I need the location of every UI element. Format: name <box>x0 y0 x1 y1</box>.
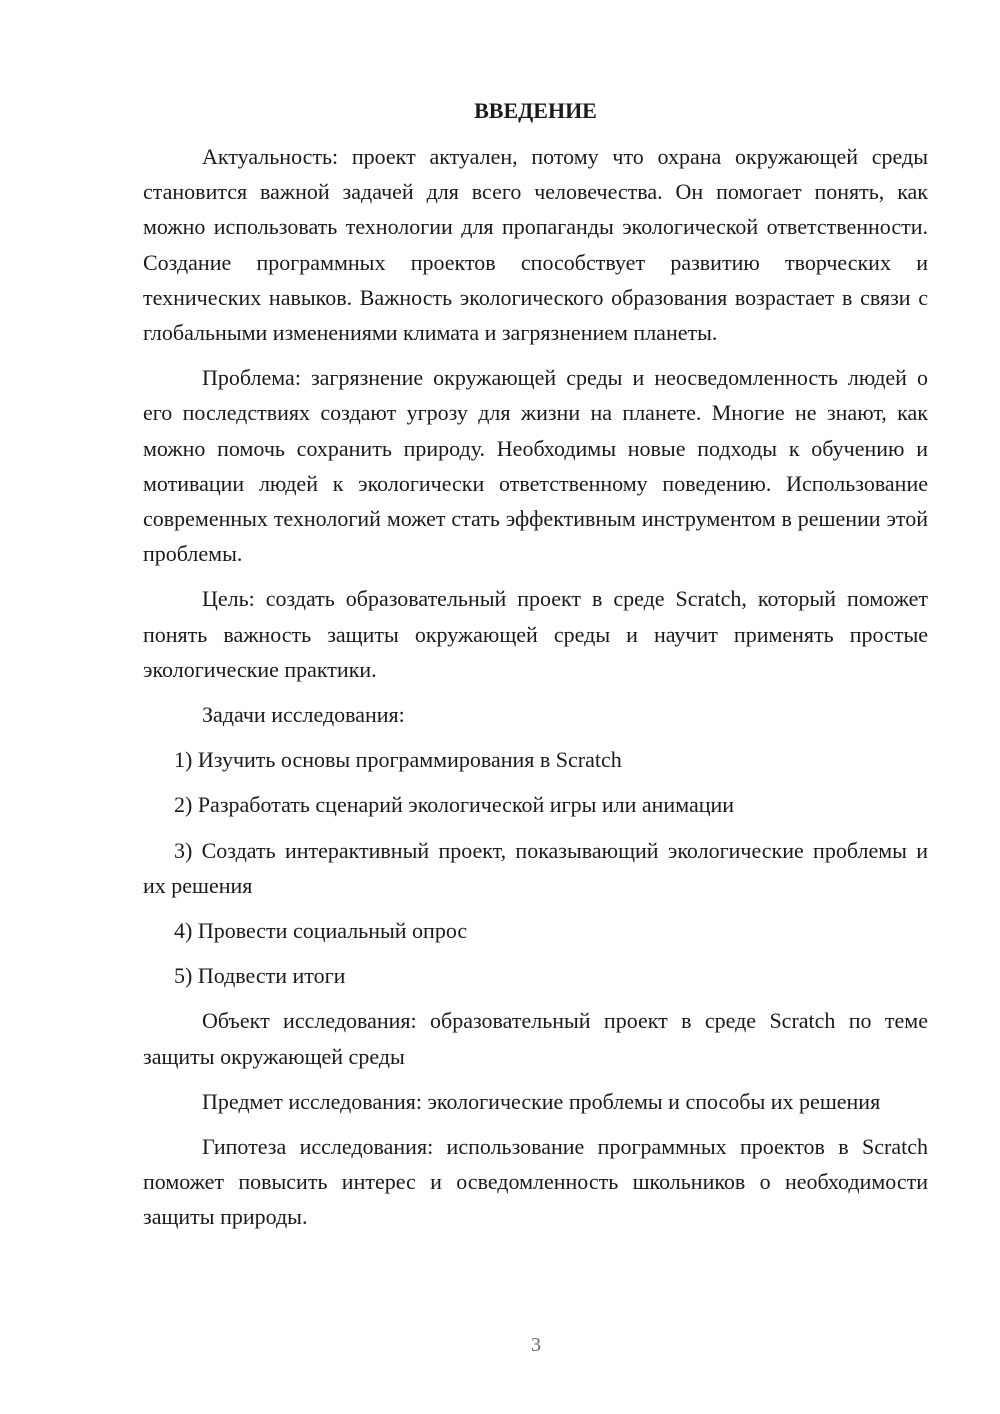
task-item-5: 5) Подвести итоги <box>174 963 346 989</box>
page-title: ВВЕДЕНИЕ <box>474 98 597 123</box>
task-item-2: 2) Разработать сценарий экологической игры или анимации <box>174 792 735 818</box>
paragraph-subject: Предмет исследования: экологические проблемы и способы их решения <box>202 1088 881 1114</box>
task-item-3: 3) Создать интерактивный проект, показывающий экологические проблемы и их решения <box>143 837 928 898</box>
tasks-heading: Задачи исследования: <box>202 702 405 728</box>
page-number: 3 <box>531 1334 541 1356</box>
paragraph-goal: Цель: создать образовательный проект в среде Scratch, который поможет понять важность защиты окружающей среды и научит применять простые экологические практики. <box>143 586 928 682</box>
paragraph-hypothesis: Гипотеза исследования: использование программных проектов в Scratch поможет повысить интерес и осведомленность школьников о необходимости защиты природы. <box>143 1134 928 1230</box>
task-item-1: 1) Изучить основы программирования в Scratch <box>174 747 622 773</box>
paragraph-relevance: Актуальность: проект актуален, потому что охрана окружающей среды становится важной задачей для всего человечества. Он помогает понять, как можно использовать технологии для пропаганды экологической ответственности. Создание программных проектов способствует развитию творческих и технических навыков. Важность экологического образования возрастает в связи с глобальными изменениями климата и загрязнением планеты. <box>143 144 928 346</box>
task-item-4: 4) Провести социальный опрос <box>174 918 468 944</box>
paragraph-object: Объект исследования: образовательный проект в среде Scratch по теме защиты окружающей среды <box>143 1008 928 1069</box>
paragraph-problem: Проблема: загрязнение окружающей среды и неосведомленность людей о его последствиях создают угрозу для жизни на планете. Многие не знают, как можно помочь сохранить природу. Необходимы новые подходы к обучению и мотивации людей к экологически ответственному поведению. Использование современных технологий может стать эффективным инструментом в решении этой проблемы. <box>143 365 928 567</box>
page-content <box>143 96 928 1245</box>
